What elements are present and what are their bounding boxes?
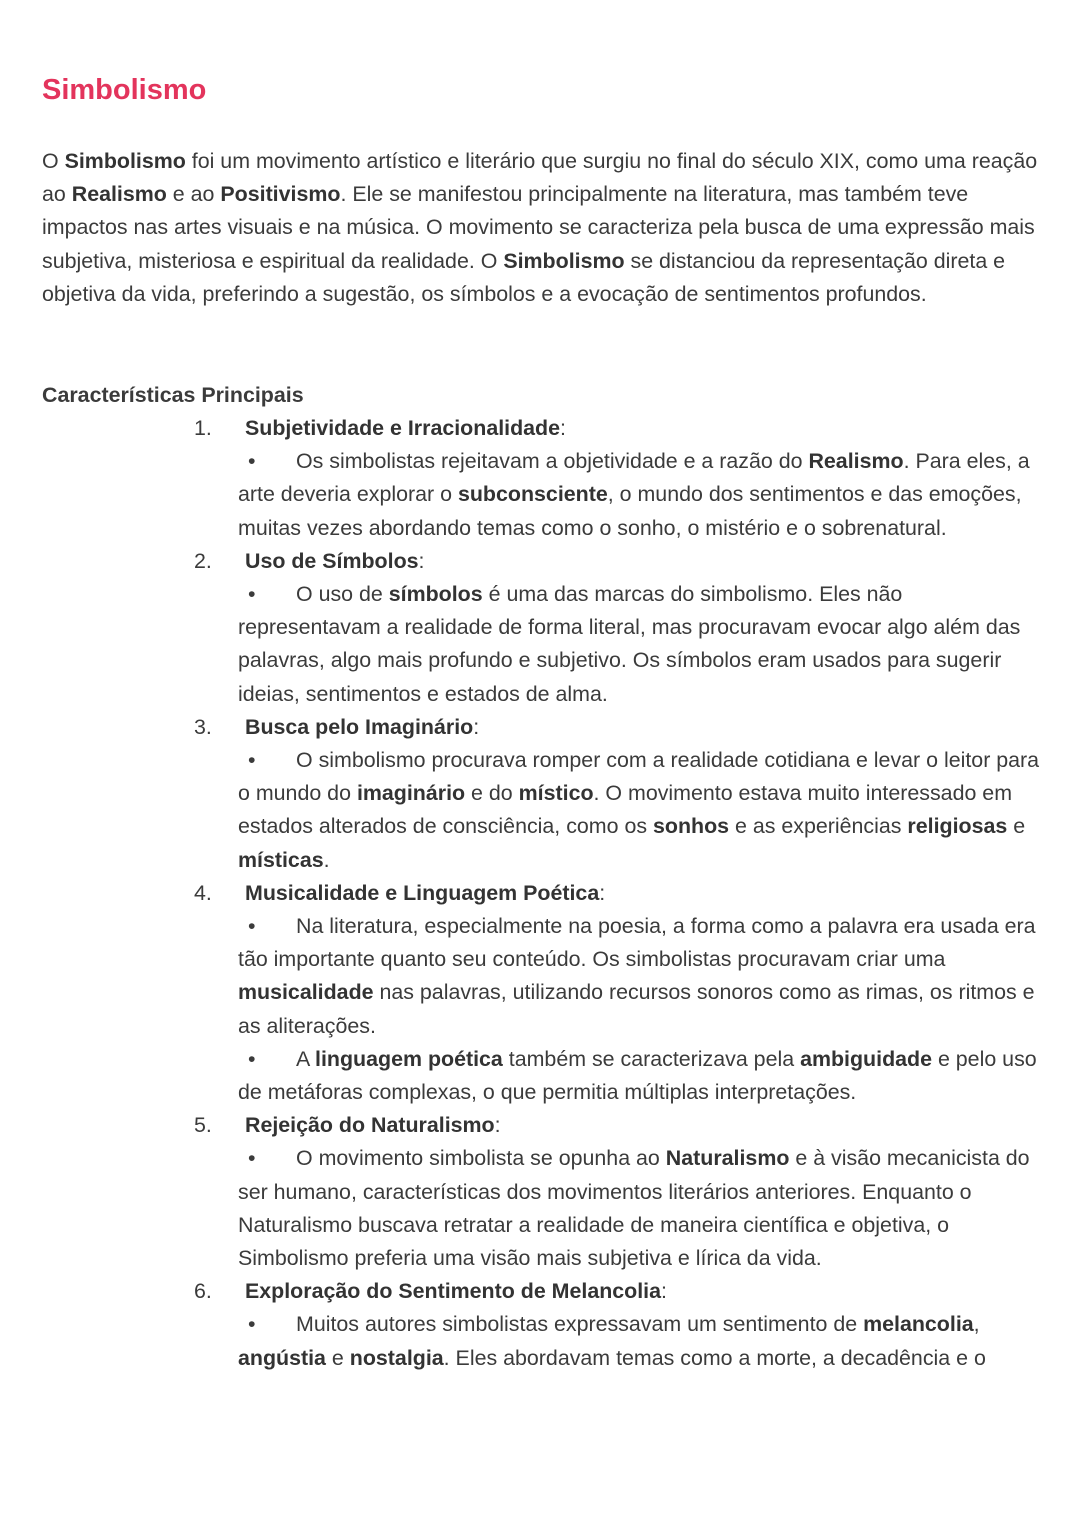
- list-item: [0, 1275, 1080, 1375]
- bold-term: religiosas: [907, 814, 1008, 839]
- bullet-icon: •: [248, 913, 256, 938]
- bold-term: imaginário: [356, 781, 466, 806]
- list-item: [0, 711, 1080, 877]
- bold-term: angústia: [238, 1345, 326, 1370]
- bold-term: Realismo: [71, 182, 167, 207]
- list-item: [0, 1109, 1080, 1275]
- bullet-paragraph: • Muitos autores simbolistas expressavam um sentimento de melancolia, angústia e nostalgia. Eles abordavam temas como a morte, a decadência e o: [0, 1308, 1040, 1374]
- bold-term: musicalidade: [238, 980, 374, 1005]
- bullet-paragraph: • A linguagem poética também se caracterizava pela ambiguidade e pelo uso de metáforas complexas, o que permitia múltiplas interpretações.: [0, 1043, 1040, 1109]
- bullet-paragraph: • O uso de símbolos é uma das marcas do simbolismo. Eles não representavam a realidade de forma literal, mas procuravam evocar algo além das palavras, algo mais profundo e subjetivo. Os símbolos eram usados para sugerir ideias, sentimentos e estados de alma.: [0, 578, 1040, 711]
- bold-term: místico: [518, 781, 594, 806]
- list-item-title: Exploração do Sentimento de Melancolia:: [245, 1279, 667, 1304]
- bullet-icon: •: [248, 449, 256, 474]
- list-item: [0, 877, 1080, 1109]
- list-item-number: 4.: [194, 880, 212, 905]
- characteristics-list: [0, 412, 1080, 1375]
- list-item-header: [0, 412, 1080, 445]
- list-item-title: Subjetividade e Irracionalidade:: [245, 416, 566, 440]
- list-item-title: Musicalidade e Linguagem Poética:: [245, 880, 606, 905]
- bullet-paragraph: • O simbolismo procurava romper com a realidade cotidiana e levar o leitor para o mundo do imaginário e do místico. O movimento estava muito interessado em estados alterados de consciência, como os sonhos e as experiências religiosas e místicas.: [0, 744, 1040, 877]
- list-item-header: [0, 711, 1080, 744]
- bold-term: melancolia: [863, 1312, 974, 1337]
- bold-term: sonhos: [652, 814, 730, 839]
- list-item-header: [0, 877, 1080, 910]
- bullet-paragraph: • Na literatura, especialmente na poesia, a forma como a palavra era usada era tão importante quanto seu conteúdo. Os simbolistas procuravam criar uma musicalidade nas palavras, utilizando recursos sonoros como as rimas, os ritmos e as aliterações.: [0, 910, 1040, 1043]
- list-item: [0, 545, 1080, 711]
- list-item-number: 6.: [194, 1279, 212, 1304]
- list-item-title: Uso de Símbolos:: [245, 548, 425, 573]
- list-item-number: 5.: [194, 1113, 212, 1138]
- bold-term: místicas: [238, 847, 324, 872]
- page-title: Simbolismo: [42, 74, 207, 106]
- list-item-number: 2.: [194, 548, 212, 573]
- list-item-number: 1.: [194, 416, 212, 440]
- list-item-title: Busca pelo Imaginário:: [245, 714, 480, 739]
- bold-term: Positivismo: [220, 182, 341, 207]
- bold-term: Realismo: [808, 449, 904, 474]
- bold-term: símbolos: [388, 581, 483, 606]
- bold-term: nostalgia: [349, 1345, 444, 1370]
- bold-term: ambiguidade: [800, 1046, 932, 1071]
- intro-paragraph: O Simbolismo foi um movimento artístico e literário que surgiu no final do século XIX, como uma reação ao Realismo e ao Positivismo. Ele se manifestou principalmente na literatura, mas também teve impactos nas artes visuais e na música. O movimento se caracteriza pela busca de uma expressão mais subjetiva, misteriosa e espiritual da realidade. O Simbolismo se distanciou da representação direta e objetiva da vida, preferindo a sugestão, os símbolos e a evocação de sentimentos profundos.: [42, 149, 1038, 306]
- bullet-icon: •: [248, 1046, 256, 1071]
- section-heading: Características Principais: [42, 383, 304, 407]
- bold-term: Simbolismo: [64, 149, 186, 173]
- bold-term: Naturalismo: [665, 1146, 790, 1171]
- bullet-icon: •: [248, 747, 256, 772]
- bold-term: Simbolismo: [503, 248, 625, 273]
- list-item: [0, 412, 1080, 545]
- list-item-header: [0, 1275, 1080, 1308]
- bullet-icon: •: [248, 1312, 256, 1337]
- bullet-paragraph: • O movimento simbolista se opunha ao Naturalismo e à visão mecanicista do ser humano, características dos movimentos literários anteriores. Enquanto o Naturalismo buscava retratar a realidade de maneira científica e objetiva, o Simbolismo preferia uma visão mais subjetiva e lírica da vida.: [0, 1142, 1040, 1275]
- bold-term: subconsciente: [457, 482, 608, 507]
- list-item-title: Rejeição do Naturalismo:: [245, 1113, 501, 1138]
- bullet-icon: •: [248, 1146, 256, 1171]
- list-item-number: 3.: [194, 714, 212, 739]
- list-item-header: [0, 545, 1080, 578]
- bold-term: linguagem poética: [315, 1046, 503, 1071]
- list-item-header: [0, 1109, 1080, 1142]
- bullet-icon: •: [248, 581, 256, 606]
- bullet-paragraph: • Os simbolistas rejeitavam a objetividade e a razão do Realismo. Para eles, a arte deveria explorar o subconsciente, o mundo dos sentimentos e das emoções, muitas vezes abordando temas como o sonho, o mistério e o sobrenatural.: [0, 445, 1040, 545]
